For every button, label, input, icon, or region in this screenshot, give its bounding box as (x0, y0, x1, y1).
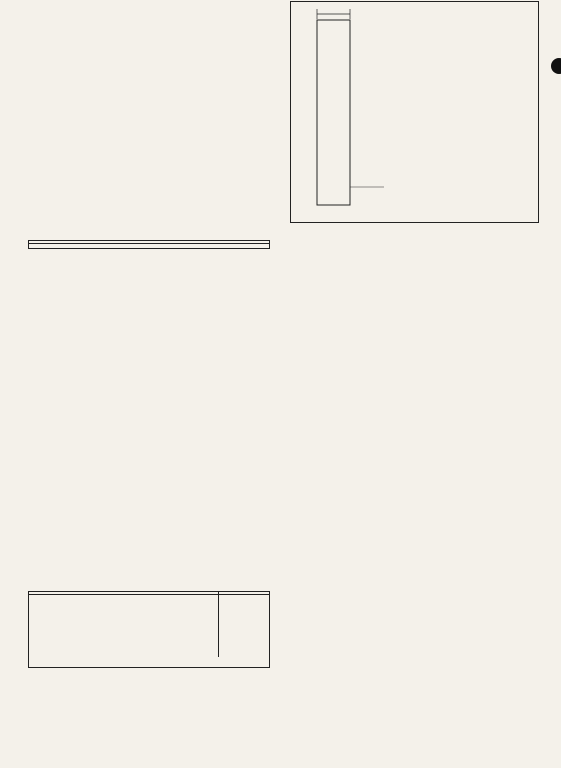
punch-hole (551, 58, 561, 74)
table4 (28, 240, 270, 249)
table5-body (29, 595, 269, 657)
table5 (28, 591, 270, 668)
table4-body (29, 244, 269, 248)
brick-wall-section-drawing (291, 2, 538, 222)
figure-4-box (290, 1, 539, 223)
